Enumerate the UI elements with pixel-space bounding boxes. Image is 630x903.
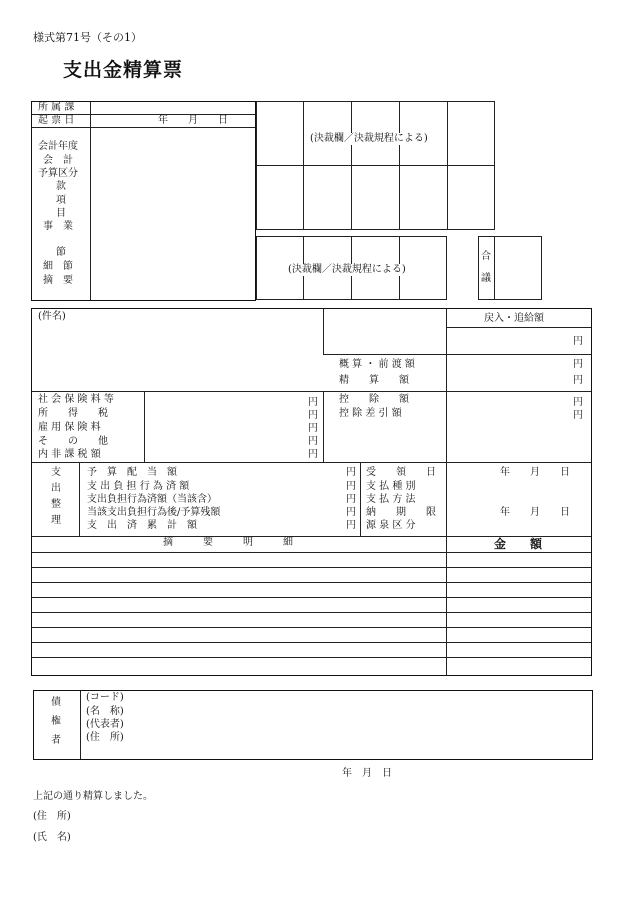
statement-text: 上記の通り精算しました。 [33,791,153,802]
seiri-item-4: 支 出 済 累 計 額 [87,520,197,531]
meisai-row[interactable] [32,627,591,628]
account-label: 会 計 [43,155,73,166]
goui-char-1: 合 [481,251,491,262]
bottom-date[interactable]: 年 月 日 [342,768,392,779]
fiscal-year-label: 会計年度 [38,141,78,152]
meisai-row[interactable] [32,642,591,643]
deduction-yen-2: 円 [308,423,318,434]
seiri-item-0: 予 算 配 当 額 [87,467,177,478]
seisan-yen: 円 [573,375,583,386]
budget-category-label: 予算区分 [38,168,78,179]
goui-char-2: 議 [481,273,491,284]
approval-note-2: (決裁欄／決裁規程による) [288,264,406,275]
kenmei-label: (件名) [38,311,66,322]
gaisan-yen: 円 [573,359,583,370]
deduction-4: 内 非 課 税 額 [38,449,101,460]
meisai-row[interactable] [32,612,591,613]
approval-note-1: (決裁欄／決裁規程による) [310,133,428,144]
address-label: (住 所) [33,811,71,822]
setsu-label: 節 [56,247,66,258]
juryou-date[interactable]: 年 月 日 [500,467,570,478]
gaisan-label: 概 算 ・ 前 渡 額 [339,359,415,370]
issue-date-label: 起 票 日 [38,115,75,126]
right-item-3: 納 期 限 [366,507,436,518]
koujo-sashihiki-yen: 円 [573,410,583,421]
koujo-label: 控 除 額 [339,394,409,405]
seiri-item-2: 支出負担行為済額（当該含） [87,494,217,505]
creditor-rep-label: (代表者) [86,719,124,730]
dept-label: 所 属 課 [38,102,75,113]
form-title: 支出金精算票 [63,59,184,81]
deduction-1: 所 得 税 [38,408,108,419]
saiken-char-3: 者 [51,735,61,746]
deduction-2: 雇 用 保 険 料 [38,422,101,433]
right-item-1: 支 払 種 別 [366,481,416,492]
deduction-yen-4: 円 [308,449,318,460]
modoshi-yen: 円 [573,336,583,347]
goui-box [478,236,542,300]
seiri-yen-1: 円 [346,481,356,492]
meisai-row[interactable] [32,567,591,568]
seiri-yen-2: 円 [346,494,356,505]
saiken-char-1: 債 [51,697,61,708]
jigyou-label: 事 業 [43,221,73,232]
kou-label: 項 [56,195,66,206]
seiri-char-3: 整 [51,499,61,510]
meisai-row[interactable] [32,657,591,658]
right-item-4: 源 泉 区 分 [366,520,416,531]
modoshi-label: 戻入・追給額 [484,313,544,324]
seiri-yen-3: 円 [346,507,356,518]
moku-label: 目 [56,208,66,219]
nouki-date[interactable]: 年 月 日 [500,507,570,518]
seiri-char-4: 理 [51,515,61,526]
creditor-code-label: (コード) [86,692,124,703]
tekiyou-meisai-header: 摘 要 明 細 [163,537,293,548]
meisai-row[interactable] [32,597,591,598]
creditor-address-label: (住 所) [86,732,124,743]
seiri-item-1: 支 出 負 担 行 為 済 額 [87,481,190,492]
issue-date-placeholder[interactable]: 年 月 日 [158,115,228,126]
deduction-3: そ の 他 [38,436,108,447]
tekiyou-label: 摘 要 [43,275,73,286]
seisan-label: 精 算 額 [339,375,409,386]
seiri-item-3: 当該支出負担行為後/予算残額 [87,507,221,518]
kingaku-header: 金 額 [494,537,543,551]
seiri-char-2: 出 [51,483,61,494]
deduction-yen-3: 円 [308,436,318,447]
form-number: 様式第71号（その1） [33,31,142,44]
right-item-0: 受 領 日 [366,467,436,478]
seiri-yen-0: 円 [346,467,356,478]
deduction-yen-0: 円 [308,397,318,408]
kan-label: 款 [56,181,66,192]
seiri-char-1: 支 [51,467,61,478]
koujo-sashihiki-label: 控 除 差 引 額 [339,408,402,419]
meisai-row[interactable] [32,582,591,583]
name-label: (氏 名) [33,832,71,843]
deduction-0: 社 会 保 険 料 等 [38,394,114,405]
saiken-char-2: 権 [51,716,61,727]
right-item-2: 支 払 方 法 [366,494,416,505]
deduction-yen-1: 円 [308,410,318,421]
seiri-yen-4: 円 [346,520,356,531]
creditor-name-label: (名 称) [86,706,124,717]
koujo-yen: 円 [573,397,583,408]
saisetsu-label: 細 節 [43,261,73,272]
